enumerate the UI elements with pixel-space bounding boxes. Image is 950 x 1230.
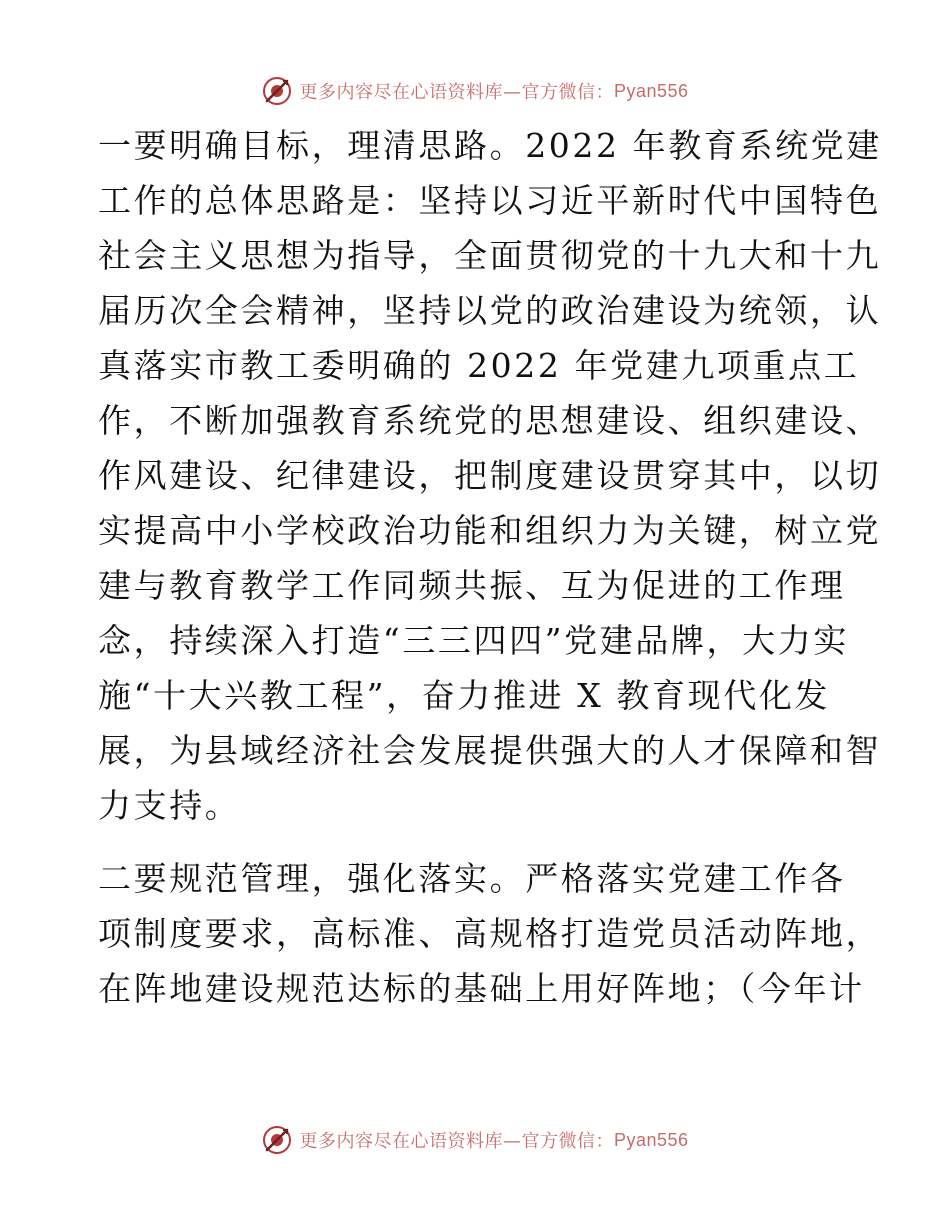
- text-line: 工作的总体思路是：坚持以习近平新时代中国特色: [98, 181, 882, 220]
- text-line: 项制度要求，高标准、高规格打造党员活动阵地，: [98, 914, 882, 953]
- text-line: 在阵地建设规范达标的基础上用好阵地；（今年计: [98, 969, 865, 1008]
- document-body: [98, 118, 882, 1016]
- text-line: 实提高中小学校政治功能和组织力为关键，树立党: [98, 511, 882, 550]
- text-line: 展，为县域经济社会发展提供强大的人才保障和智: [98, 731, 882, 770]
- text-line: 二要规范管理，强化落实。严格落实党建工作各: [98, 859, 846, 898]
- watermark-text: 更多内容尽在心语资料库—官方微信：: [299, 82, 614, 103]
- watermark-wechat-id: Pyan556: [613, 1129, 689, 1150]
- text-line: 念，持续深入打造“三三四四”党建品牌，大力实: [98, 621, 849, 660]
- text-line: 作风建设、纪律建设，把制度建设贯穿其中，以切: [98, 456, 882, 495]
- footer-watermark: [0, 1120, 950, 1160]
- text-line: 力支持。: [98, 786, 241, 825]
- paragraph-1: [98, 118, 882, 833]
- watermark-wechat-id: Pyan556: [613, 80, 689, 101]
- text-line: 施“十大兴教工程”，奋力推进 X 教育现代化发: [98, 676, 831, 715]
- text-line: 届历次全会精神，坚持以党的政治建设为统领，认: [98, 291, 882, 330]
- text-line: 建与教育教学工作同频共振、互为促进的工作理: [98, 566, 846, 605]
- text-line: 真落实市教工委明确的 2022 年党建九项重点工: [98, 346, 860, 385]
- paragraph-2: [98, 851, 882, 1016]
- watermark-text: 更多内容尽在心语资料库—官方微信：: [299, 1131, 614, 1152]
- text-line: 作，不断加强教育系统党的思想建设、组织建设、: [98, 401, 882, 440]
- text-line: 社会主义思想为指导，全面贯彻党的十九大和十九: [98, 236, 882, 275]
- header-watermark: [0, 71, 950, 111]
- logo-icon: [261, 1124, 293, 1156]
- text-line: 一要明确目标，理清思路。2022 年教育系统党建: [98, 126, 882, 165]
- logo-icon: [261, 75, 293, 107]
